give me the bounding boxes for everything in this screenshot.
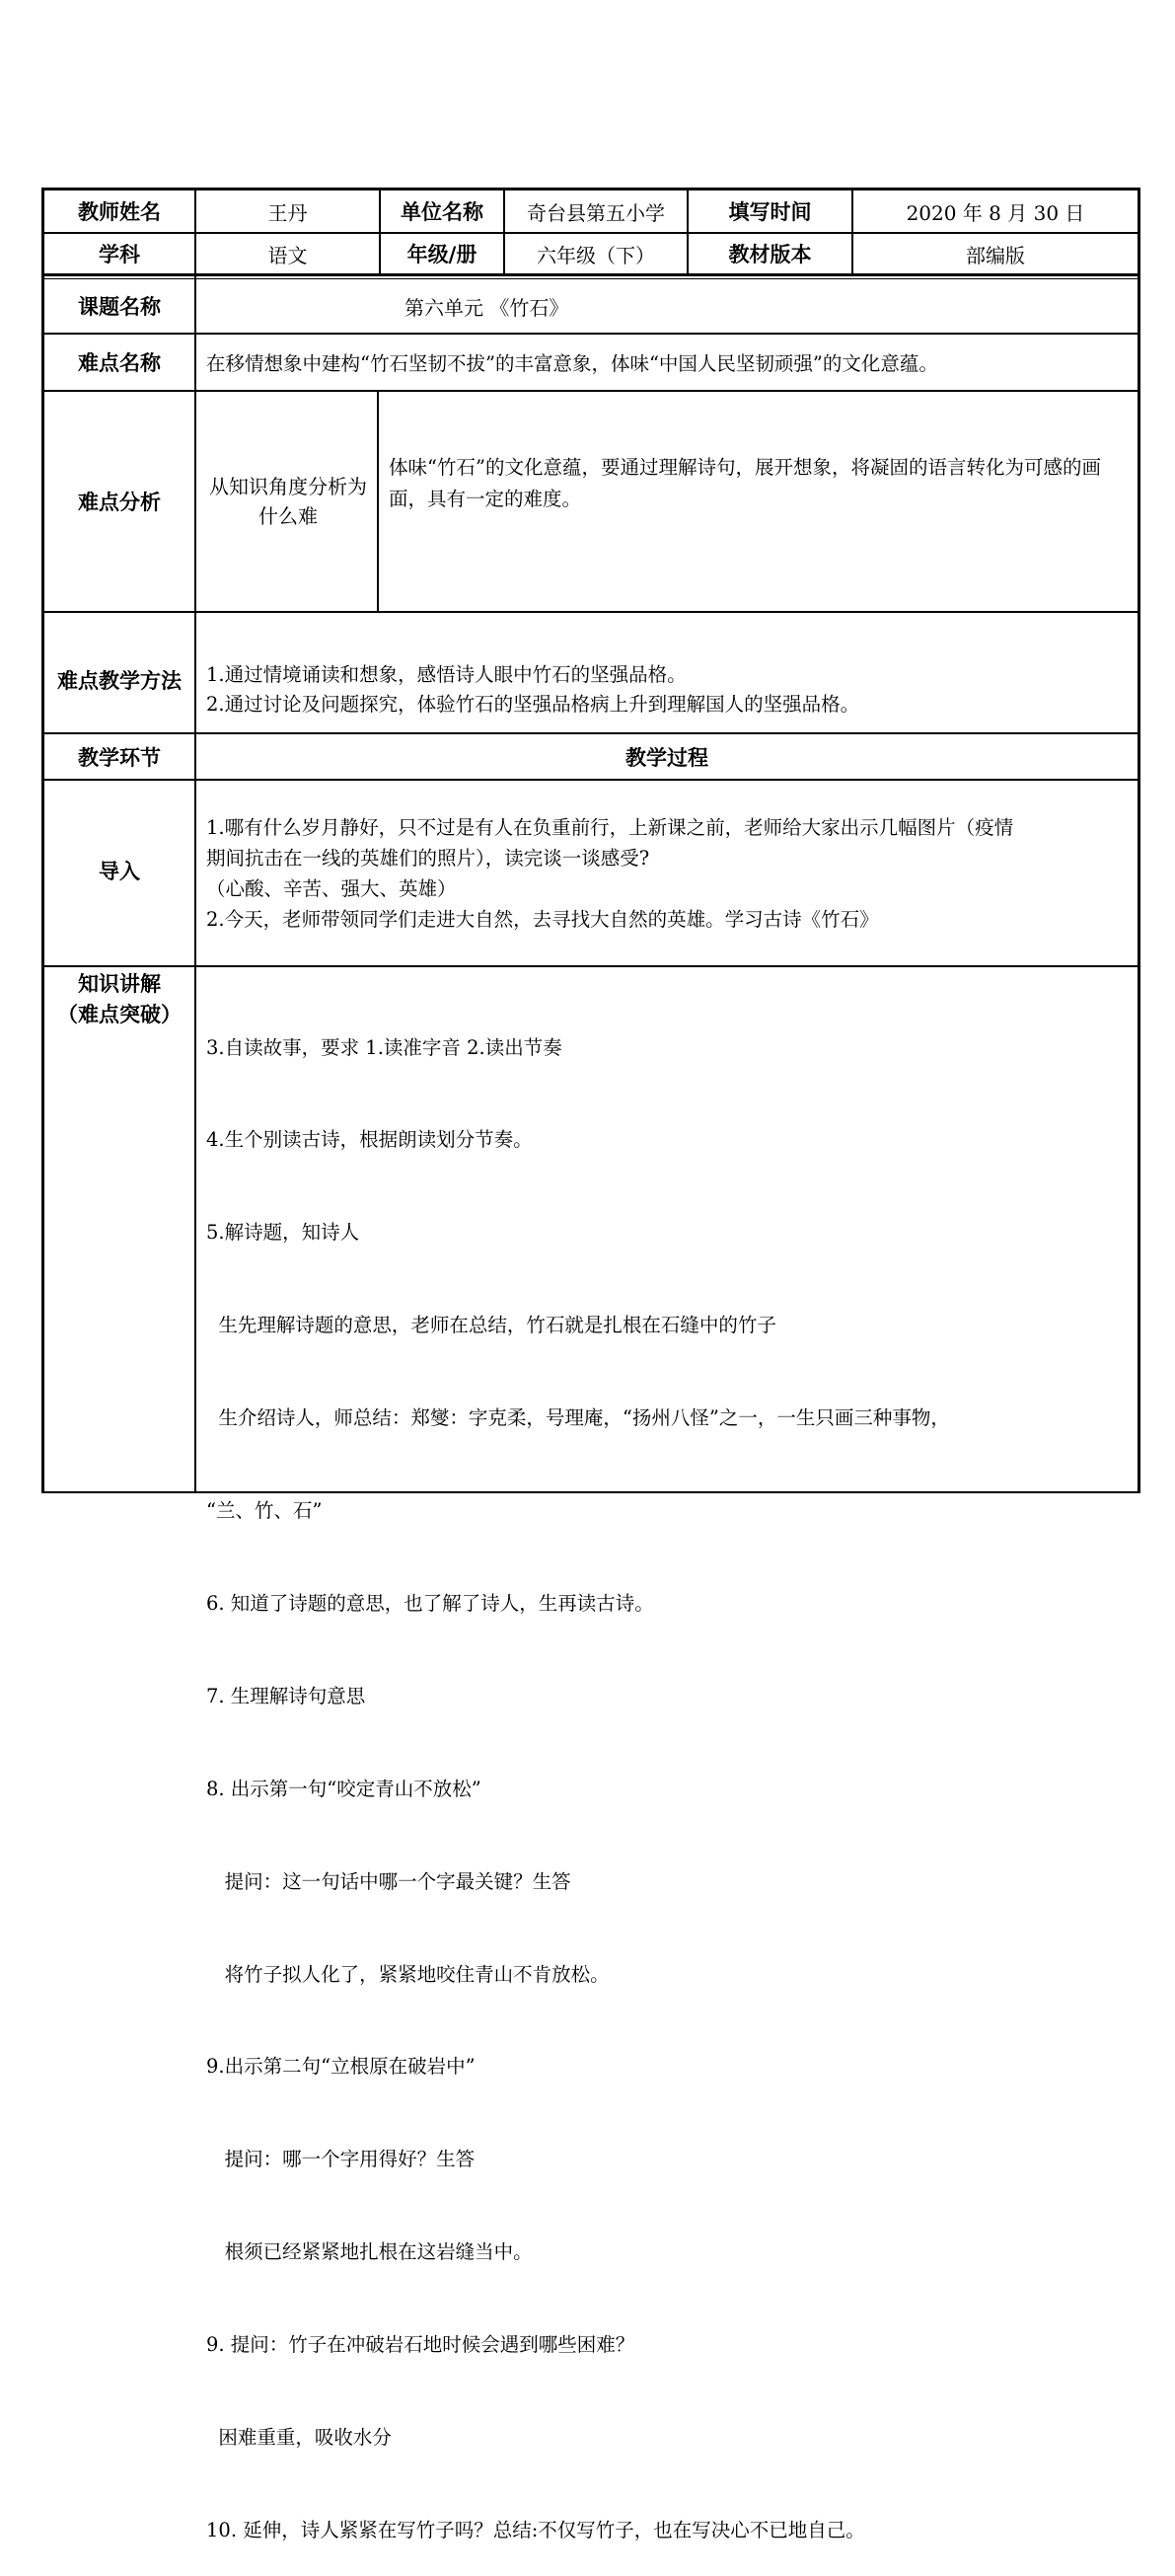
rule-right xyxy=(1138,188,1140,1493)
method-line: 2.通过讨论及问题探究，体验竹石的坚强品格病上升到理解国人的坚强品格。 xyxy=(206,693,860,716)
knowledge-line: 生介绍诗人，师总结：郑燮：字克柔，号理庵，“扬州八怪”之一，一生只画三种事物， xyxy=(206,1406,950,1430)
subject-value: 语文 xyxy=(267,243,308,267)
knowledge-line: 生先理解诗题的意思，老师在总结，竹石就是扎根在石缝中的竹子 xyxy=(206,1314,776,1337)
analysis-value: 体味“竹石”的文化意蕴，要通过理解诗句，展开想象，将凝固的语言转化为可感的画面，具有一定的难度。 xyxy=(389,456,1101,510)
topic-value: 第六单元 《竹石》 xyxy=(404,295,569,320)
grade-label: 年级/册 xyxy=(406,243,477,266)
difficulty-label: 难点名称 xyxy=(78,351,161,375)
process-header: 教学过程 xyxy=(625,745,708,770)
rule-h8 xyxy=(41,779,1140,781)
knowledge-line: “兰、竹、石” xyxy=(206,1499,323,1523)
knowledge-line: 困难重重，吸收水分 xyxy=(206,2425,392,2449)
knowledge-label-line2: （难点突破） xyxy=(57,1003,182,1026)
knowledge-line: 4.生个别读古诗，根据朗读划分节奏。 xyxy=(206,1128,533,1152)
knowledge-line: 提问：这一句话中哪一个字最关键？生答 xyxy=(206,1869,571,1893)
intro-line: （心酸、辛苦、强大、英雄） xyxy=(206,877,457,900)
topic-label: 课题名称 xyxy=(78,295,161,319)
rule-h9 xyxy=(41,965,1140,967)
method-line: 1.通过情境诵读和想象，感悟诗人眼中竹石的坚强品格。 xyxy=(206,663,687,686)
knowledge-line: 9. 提问：竹子在冲破岩石地时候会遇到哪些困难？ xyxy=(206,2333,635,2357)
method-label: 难点教学方法 xyxy=(57,668,182,693)
edition-value: 部编版 xyxy=(966,243,1025,267)
intro-line: 期间抗击在一线的英雄们的照片），读完谈一谈感受? xyxy=(206,847,650,870)
grade-value: 六年级（下） xyxy=(537,243,655,267)
subject-label: 学科 xyxy=(99,243,140,266)
teacher-value: 王丹 xyxy=(267,200,308,225)
rule-label-col xyxy=(194,188,196,1493)
analysis-sub-label: 从知识角度分析为什么难 xyxy=(209,475,367,528)
knowledge-line: 6. 知道了诗题的意思，也了解了诗人，生再读古诗。 xyxy=(206,1591,654,1615)
rule-h6 xyxy=(41,611,1140,613)
intro-line: 1.哪有什么岁月静好，只不过是有人在负重前行，上新课之前，老师给大家出示几幅图片（疫情 xyxy=(206,816,1014,839)
difficulty-value: 在移情想象中建构“竹石坚韧不拔”的丰富意象，体味“中国人民坚韧顽强”的文化意蕴。 xyxy=(206,352,938,375)
rule-v-analysis xyxy=(377,390,379,613)
intro-label: 导入 xyxy=(99,859,140,883)
knowledge-line: 将竹子拟人化了，紧紧地咬住青山不肯放松。 xyxy=(206,1962,610,1986)
knowledge-line: 提问：哪一个字用得好？生答 xyxy=(206,2148,476,2171)
knowledge-line: 7. 生理解诗句意思 xyxy=(206,1684,366,1707)
knowledge-line: 3.自读故事，要求 1.读准字音 2.读出节奏 xyxy=(206,1035,562,1059)
time-value: 2020 年 8 月 30 日 xyxy=(906,200,1085,225)
analysis-label: 难点分析 xyxy=(78,491,161,514)
knowledge-lines xyxy=(206,970,1134,2576)
unit-label: 单位名称 xyxy=(401,200,483,224)
time-label: 填写时间 xyxy=(728,200,812,224)
intro-line: 2.今天，老师带领同学们走进大自然，去寻找大自然的英雄。学习古诗《竹石》 xyxy=(206,908,879,931)
knowledge-line: 9.出示第二句“立根原在破岩中” xyxy=(206,2055,476,2079)
method-lines xyxy=(206,660,1134,720)
knowledge-label-line1: 知识讲解 xyxy=(78,972,161,996)
knowledge-line: 10. 延伸，诗人紧紧在写竹子吗？总结:不仅写竹子，也在写决心不已地自己。 xyxy=(206,2518,865,2541)
rule-h2 xyxy=(41,273,1140,276)
knowledge-line: 8. 出示第一句“咬定青山不放松” xyxy=(206,1777,481,1800)
knowledge-label xyxy=(44,969,194,1030)
knowledge-line: 5.解诗题，知诗人 xyxy=(206,1221,360,1245)
edition-label: 教材版本 xyxy=(728,243,812,266)
stage-header: 教学环节 xyxy=(78,745,161,770)
unit-value: 奇台县第五小学 xyxy=(527,200,665,225)
teacher-label: 教师姓名 xyxy=(78,200,161,224)
knowledge-line: 根须已经紧紧地扎根在这岩缝当中。 xyxy=(206,2240,533,2264)
intro-lines xyxy=(206,812,1134,935)
